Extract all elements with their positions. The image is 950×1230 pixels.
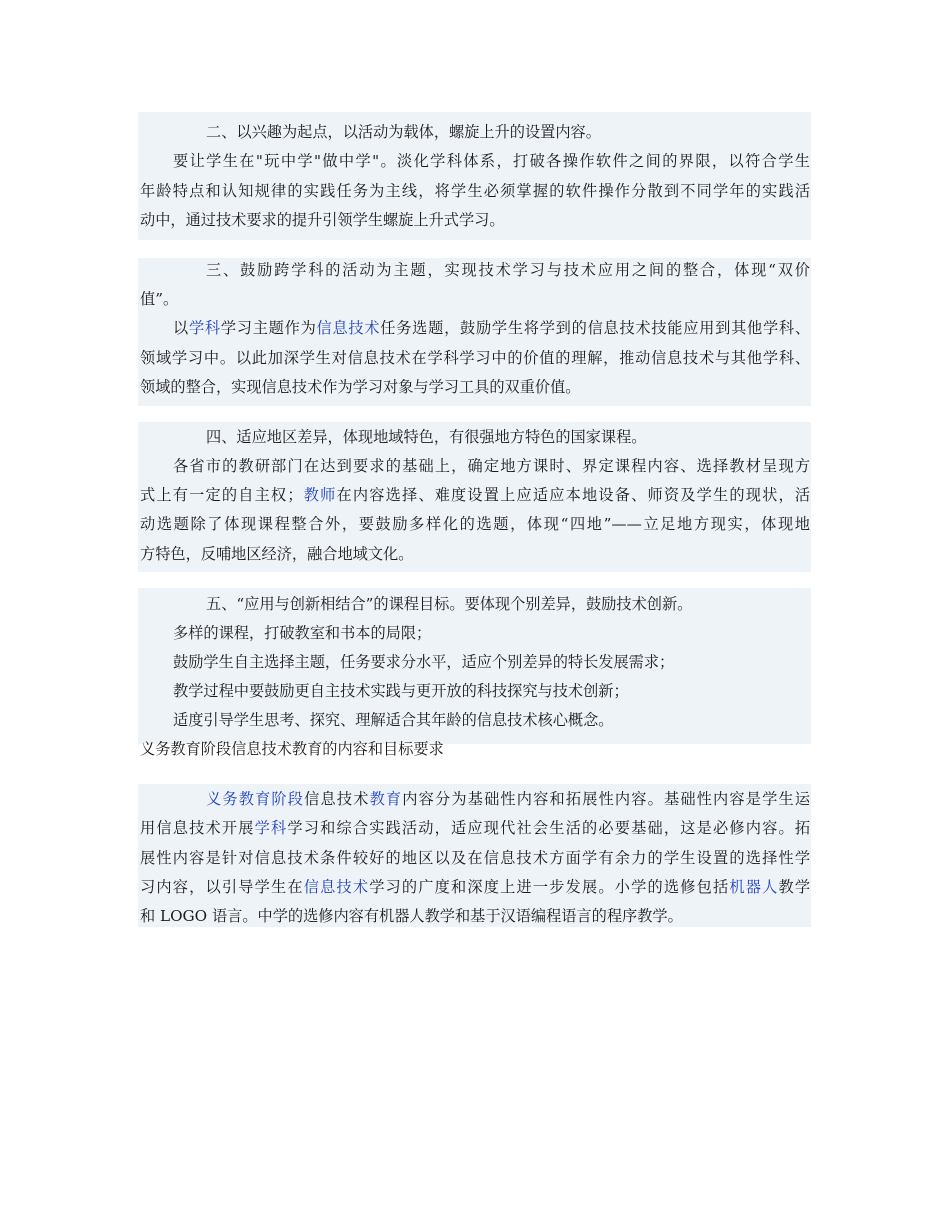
text-span: 学习主题作为 (220, 319, 317, 337)
section6-title: 义务教育阶段信息技术教育的内容和目标要求 (140, 740, 444, 758)
text-span: 用信息技术开展 (140, 819, 255, 837)
link-teacher[interactable]: 教师 (302, 486, 337, 504)
section6-paragraph-line: 展性内容是针对信息技术条件较好的地区以及在信息技术方面学有余力的学生设置的选择性学 (140, 849, 810, 867)
section5-list-item: 鼓励学生自主选择主题，任务要求分水平，适应个别差异的特长发展需求； (173, 653, 675, 671)
section2-paragraph-line: 年龄特点和认知规律的实践任务为主线，将学生必须掌握的软件操作分散到不同学年的实践活 (140, 182, 810, 200)
section4-heading: 四、适应地区差异，体现地域特色，有很强地方特色的国家课程。 (206, 428, 647, 446)
section6-paragraph-line (140, 814, 810, 843)
section6-paragraph-line (140, 873, 810, 902)
section3-heading-cont: 值”。 (140, 290, 179, 308)
link-subject[interactable]: 学科 (188, 319, 221, 337)
link-it[interactable]: 信息技术 (303, 878, 370, 896)
section3-paragraph-line: 领域的整合，实现信息技术作为学习对象与学习工具的双重价值。 (140, 378, 581, 396)
section4-paragraph-line: 动选题除了体现课程整合外，要鼓励多样化的选题，体现“四地”——立足地方现实，体现地 (140, 515, 810, 533)
text-span: 学习和综合实践活动，适应现代社会生活的必要基础，这是必修内容。拓 (287, 819, 811, 837)
section6-paragraph-line: 和 LOGO 语言。中学的选修内容有机器人教学和基于汉语编程语言的程序教学。 (140, 907, 683, 925)
link-it[interactable]: 信息技术 (316, 319, 381, 337)
link-compulsory-education[interactable]: 义务教育阶段 (206, 790, 305, 808)
section6-paragraph-line (140, 785, 810, 814)
section2-heading: 二、以兴趣为起点，以活动为载体，螺旋上升的设置内容。 (206, 123, 601, 141)
section2-paragraph-line: 要让学生在"玩中学"做中学"。淡化学科体系，打破各操作软件之间的界限，以符合学生 (173, 152, 810, 170)
text-span: 式上有一定的自主权； (140, 486, 303, 504)
text-span: 学习的广度和深度上进一步发展。小学的选修包括 (369, 878, 730, 896)
section3-paragraph-line (140, 314, 810, 343)
section4-paragraph-line: 各省市的教研部门在达到要求的基础上，确定地方课时、界定课程内容、选择教材呈现方 (173, 457, 810, 475)
section3-paragraph-line: 领域学习中。以此加深学生对信息技术在学科学习中的价值的理解，推动信息技术与其他学科、 (140, 349, 810, 367)
text-span: 以 (173, 319, 189, 337)
text-span: 习内容，以引导学生在 (140, 878, 304, 896)
section3-heading: 三、鼓励跨学科的活动为主题，实现技术学习与技术应用之间的整合，体现“双价 (206, 261, 810, 279)
section5-heading: 五、“应用与创新相结合”的课程目标。要体现个别差异，鼓励技术创新。 (206, 595, 693, 613)
section5-list-item: 多样的课程，打破教室和书本的局限； (173, 624, 432, 642)
section4-paragraph-line: 方特色，反哺地区经济，融合地域文化。 (140, 545, 414, 563)
text-span: 信息技术 (304, 790, 370, 808)
section2-paragraph-line: 动中，通过技术要求的提升引领学生螺旋上升式学习。 (140, 211, 505, 229)
text-span: 教学 (778, 878, 811, 896)
section5-list-item: 适度引导学生思考、探究、理解适合其年龄的信息技术核心概念。 (173, 711, 614, 729)
text-span: 任务选题，鼓励学生将学到的信息技术技能应用到其他学科、 (380, 319, 811, 337)
link-subject[interactable]: 学科 (254, 819, 288, 837)
section5-list-item: 教学过程中要鼓励更自主技术实践与更开放的科技探究与技术创新； (173, 682, 629, 700)
link-robot[interactable]: 机器人 (729, 878, 779, 896)
section4-paragraph-line (140, 481, 810, 510)
text-span: 在内容选择、难度设置上应适应本地设备、师资及学生的现状，活 (336, 486, 811, 504)
link-education[interactable]: 教育 (369, 790, 403, 808)
text-span: 内容分为基础性内容和拓展性内容。基础性内容是学生运 (402, 790, 811, 808)
